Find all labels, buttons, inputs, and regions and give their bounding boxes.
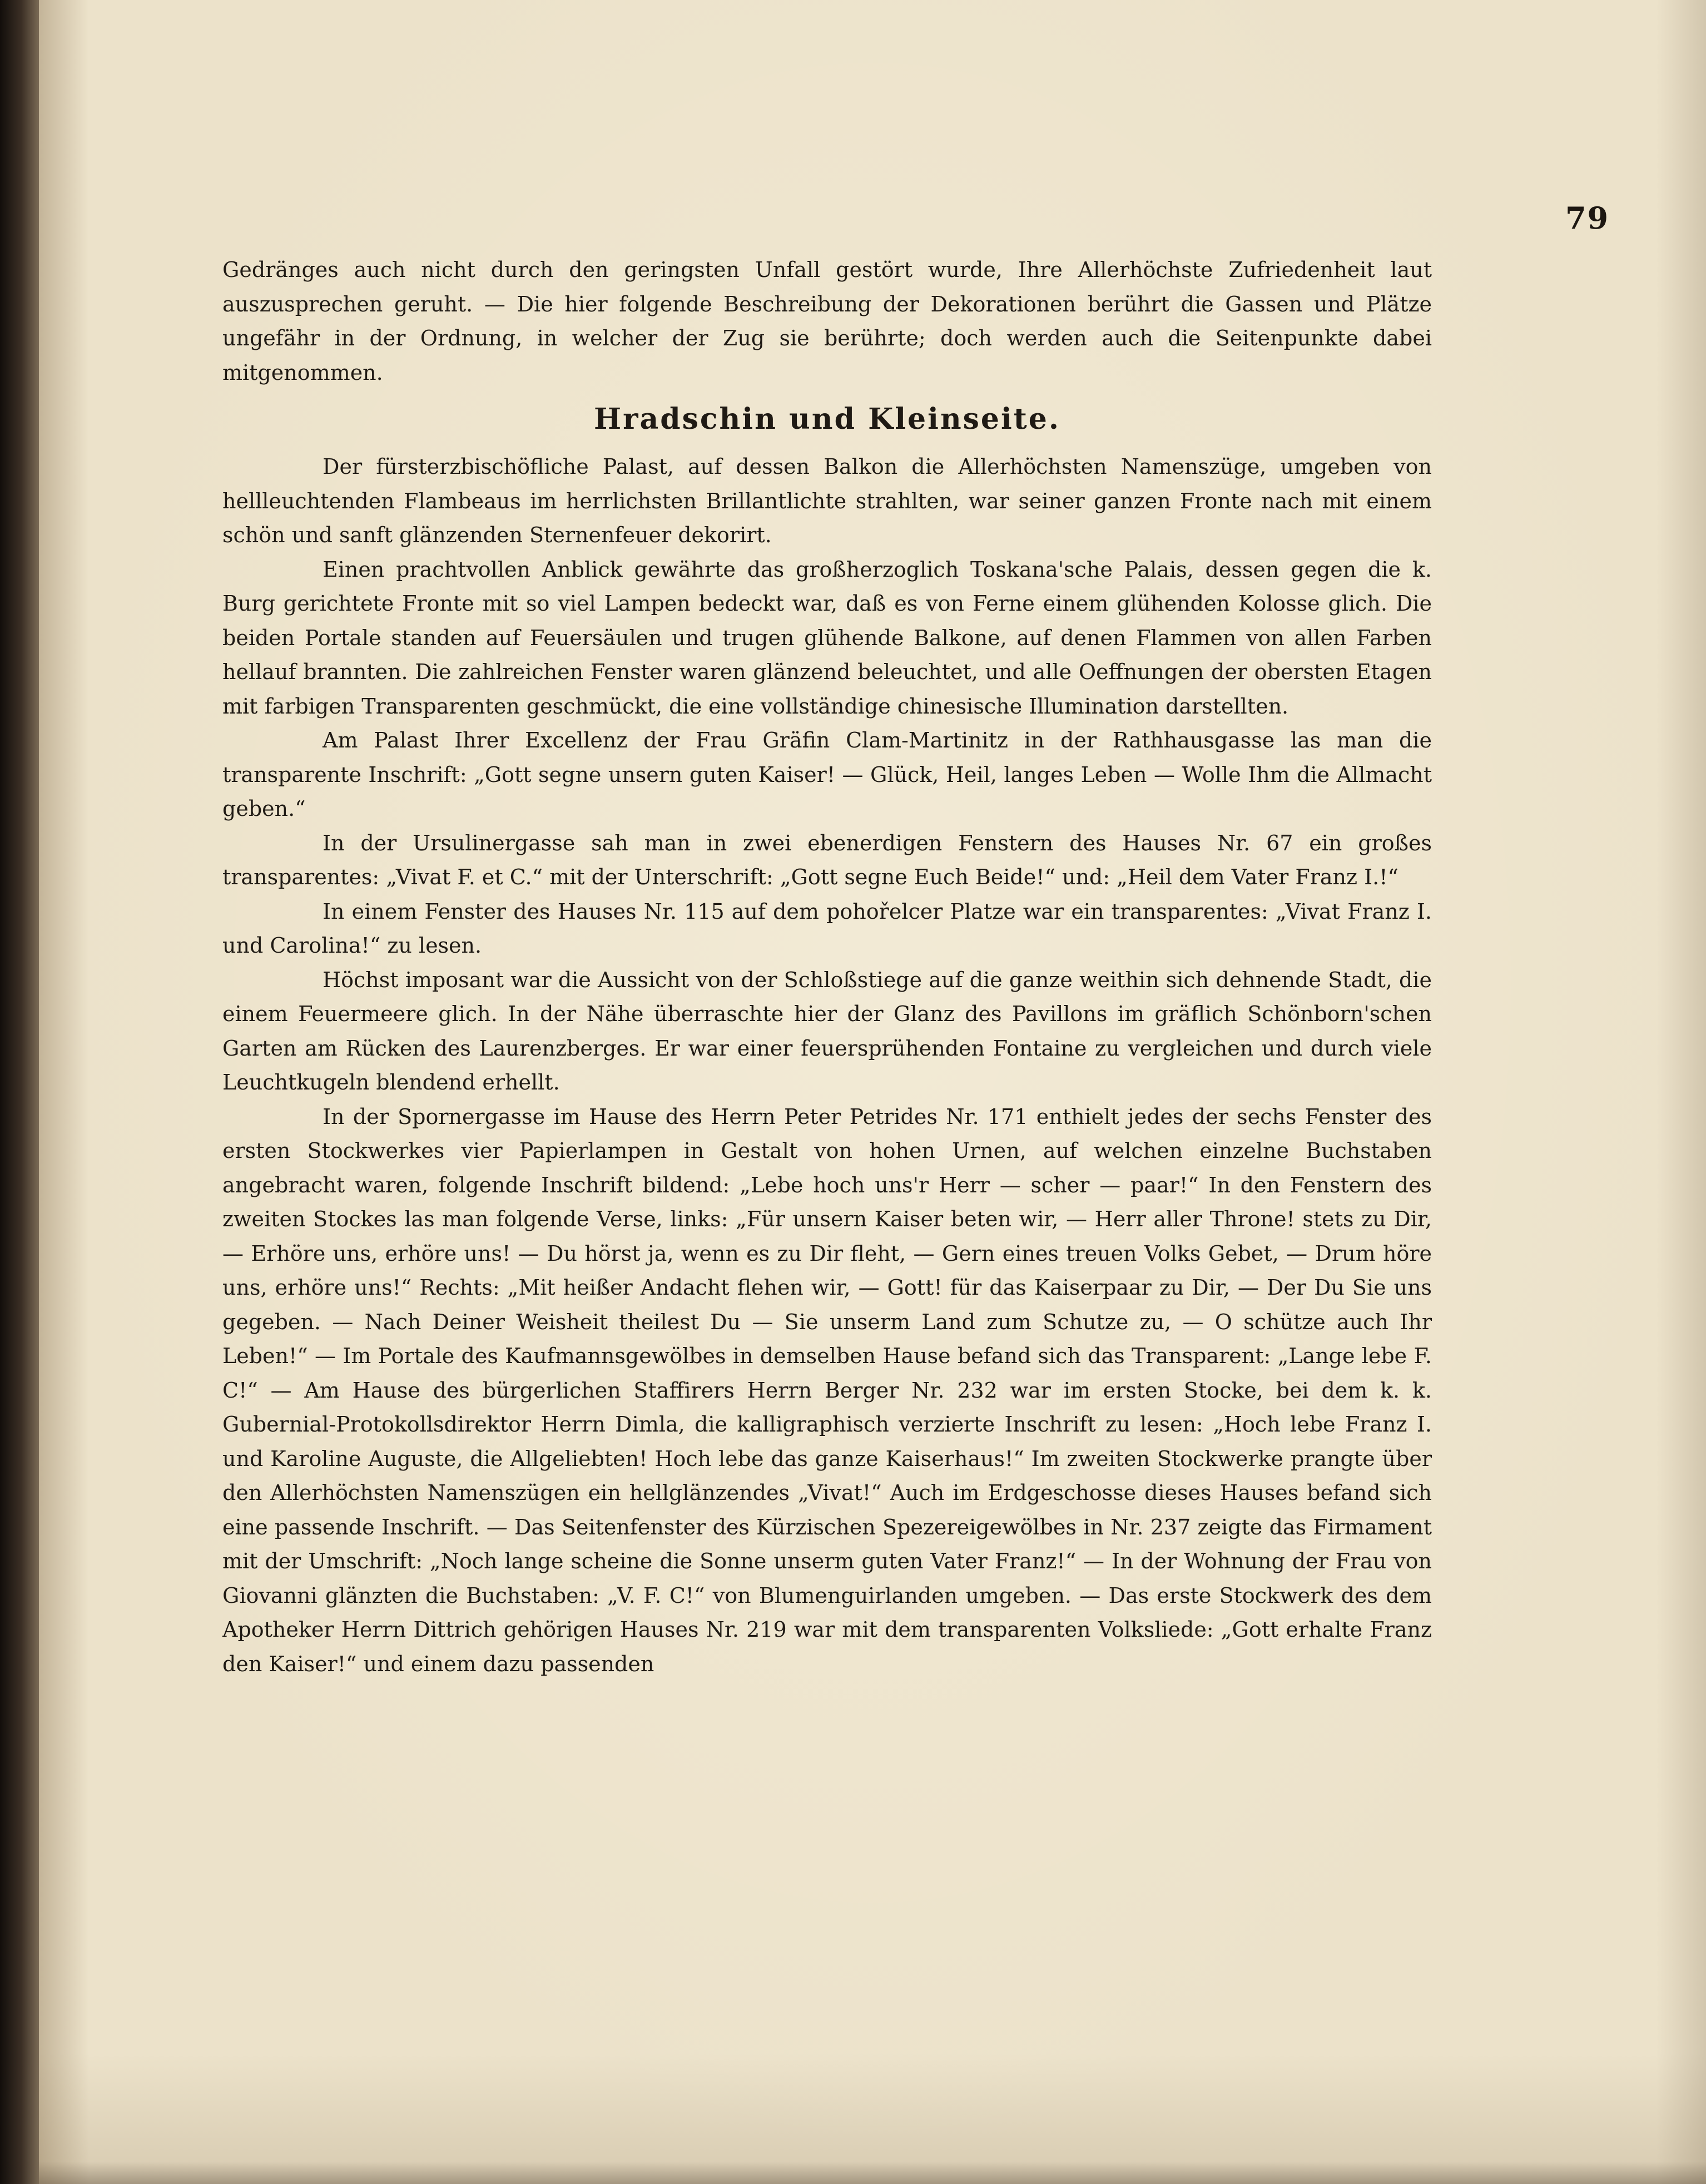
paragraph-ursulinergasse: In der Ursulinergasse sah man in zwei ebenerdigen Fenstern des Hauses Nr. 67 ein großes transparentes: „Vivat F. et C.“ mit der Unterschrift: „Gott segne Euch Beide!“ und: „Heil dem Vater Franz I.!“ — [222, 830, 1432, 889]
book-gutter — [0, 0, 39, 2184]
page-number: 79 — [1565, 200, 1610, 236]
paragraph-clam-martinitz: Am Palast Ihrer Excellenz der Frau Gräfin Clam-Martinitz in der Rathhausgasse las man die transparente Inschrift: „Gott segne unsern guten Kaiser! — Glück, Heil, langes Leben — Wolle Ihm die Allmacht geben.“ — [222, 728, 1432, 821]
paragraph-toskana: Einen prachtvollen Anblick gewährte das großherzoglich Toskana'sche Palais, dessen gegen die k. Burg gerichtete Fronte mit so viel Lampen bedeckt war, daß es von Ferne einem glühenden Kolosse glich. Die beiden Portale standen auf Feuersäulen und trugen glühende Balkone, auf denen Flammen von allen Farben hellauf brannten. Die zahlreichen Fenster waren glänzend beleuchtet, und alle Oeffnungen der obersten Etagen mit farbigen Transparenten geschmückt, die eine vollständige chinesische Illumination darstellten. — [222, 557, 1432, 719]
section-heading: Hradschin und Kleinseite. — [594, 402, 1060, 436]
paragraph-palace: Der fürsterzbischöfliche Palast, auf dessen Balkon die Allerhöchsten Namenszüge, umgeben von hellleuchtenden Flambeaus im herrlichsten Brillantlichte strahlten, war seiner ganzen Fronte nach mit einem schön und sanft glänzenden Sternenfeuer dekorirt. — [222, 454, 1432, 547]
intro-paragraph: Gedränges auch nicht durch den geringsten Unfall gestört wurde, Ihre Allerhöchste Zufriedenheit laut auszusprechen geruht. — Die hier folgende Beschreibung der Dekorationen berührt die Gassen und Plätze ungefähr in der Ordnung, in welcher der Zug sie berührte; doch werden auch die Seitenpunkte dabei mitgenommen. — [222, 257, 1432, 385]
body-text — [222, 253, 1432, 1681]
paragraph-pohorelec: In einem Fenster des Hauses Nr. 115 auf dem pohořelcer Platze war ein transparentes: „Vivat Franz I. und Carolina!“ zu lesen. — [222, 899, 1432, 958]
paragraph-spornergasse: In der Spornergasse im Hause des Herrn Peter Petrides Nr. 171 enthielt jedes der sechs Fenster des ersten Stockwerkes vier Papierlampen in Gestalt von hohen Urnen, auf welchen einzelne Buchstaben angebracht waren, folgende Inschrift bildend: „Lebe hoch uns'r Herr — scher — paar!“ In den Fenstern des zweiten Stockes las man folgende Verse, links: „Für unsern Kaiser beten wir, — Herr aller Throne! stets zu Dir, — Erhöre uns, erhöre uns! — Du hörst ja, wenn es zu Dir fleht, — Gern eines treuen Volks Gebet, — Drum höre uns, erhöre uns!“ Rechts: „Mit heißer Andacht flehen wir, — Gott! für das Kaiserpaar zu Dir, — Der Du Sie uns gegeben. — Nach Deiner Weisheit theilest Du — Sie unserm Land zum Schutze zu, — O schütze auch Ihr Leben!“ — Im Portale des Kaufmannsgewölbes in demselben Hause befand sich das Transparent: „Lange lebe F. C!“ — Am Hause des bürgerlichen Staffirers Herrn Berger Nr. 232 war im ersten Stocke, bei dem k. k. Gubernial-Protokollsdirektor Herrn Dimla, die kalligraphisch verzierte Inschrift zu lesen: „Hoch lebe Franz I. und Karoline Auguste, die Allgeliebten! Hoch lebe das ganze Kaiserhaus!“ Im zweiten Stockwerke prangte über den Allerhöchsten Namenszügen ein hellglänzendes „Vivat!“ Auch im Erdgeschosse dieses Hauses befand sich eine passende Inschrift. — Das Seitenfenster des Kürzischen Spezereigewölbes in Nr. 237 zeigte das Firmament mit der Umschrift: „Noch lange scheine die Sonne unserm guten Vater Franz!“ — In der Wohnung der Frau von Giovanni glänzten die Buchstaben: „V. F. C!“ von Blumenguirlanden umgeben. — Das erste Stockwerk des dem Apotheker Herrn Dittrich gehörigen Hauses Nr. 219 war mit dem transparenten Volksliede: „Gott erhalte Franz den Kaiser!“ und einem dazu passenden — [222, 1104, 1432, 1676]
page-bottom-edge — [39, 2162, 1706, 2184]
paragraph-schlossstiege: Höchst imposant war die Aussicht von der Schloßstiege auf die ganze weithin sich dehnende Stadt, die einem Feuermeere glich. In der Nähe überraschte hier der Glanz des Pavillons im gräflich Schönborn'schen Garten am Rücken des Laurenzberges. Er war einer feuersprühenden Fontaine zu vergleichen und durch viele Leuchtkugeln blendend erhellt. — [222, 967, 1432, 1095]
book-page — [39, 0, 1706, 2184]
